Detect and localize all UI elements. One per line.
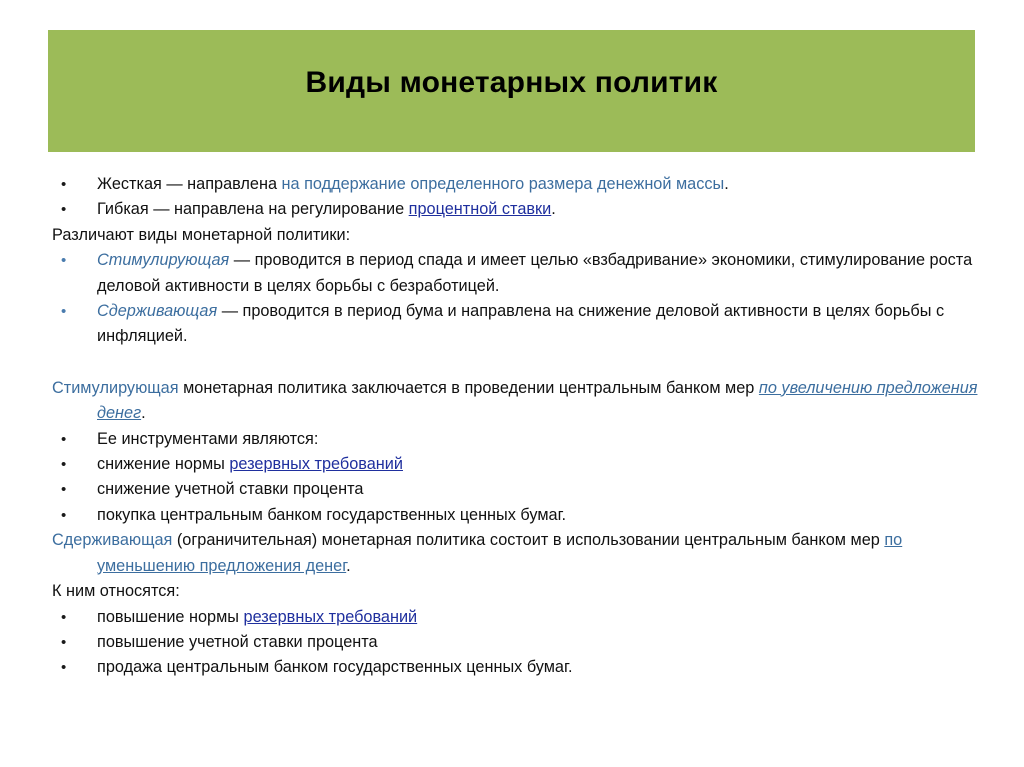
section-intro [52,223,982,248]
list-item-text: повышение нормы [97,607,244,626]
hyperlink-reserve-requirements[interactable]: резервных требований [229,455,403,474]
list-item-text: Ее инструментами являются: [97,429,319,448]
bullet-icon: • [61,252,67,270]
list-item-text-a: Жесткая — направлена [97,175,282,193]
term-stimulating-lead: Стимулирующая [52,378,179,397]
list-item-text: продажа центральным банком государственных ценных бумаг. [97,658,573,677]
title-banner [48,30,975,152]
page-title: Виды монетарных политик [305,66,718,99]
list-item-text: покупка центральным банком государственных ценных бумаг. [97,505,567,524]
slide-body [52,172,982,681]
paragraph-text-end: . [346,556,351,575]
list-item [52,452,982,477]
list-item-text: повышение учетной ставки процента [97,632,378,651]
term-restraining-lead: Сдерживающая [52,531,173,550]
list-item-text-b: . [551,200,556,219]
list-item-text: — проводится в период спада и имеет целью «взбадривание» экономики, стимулирование роста деловой активности в целях борьбы с безработицей. [97,251,973,295]
paragraph-text: монетарная политика заключается в проведении центральным банком мер [178,378,759,397]
bullet-icon: • [61,481,67,499]
hyperlink-reserve-requirements[interactable]: резервных требований [243,607,418,626]
bullet-icon: • [61,303,67,321]
list-item-text-b: . [724,175,729,193]
section-intro [52,579,982,604]
hyperlink-interest-rate[interactable]: процентной ставки [408,200,552,219]
bullet-icon: • [61,608,67,626]
list-item [52,655,982,680]
paragraph-text-end: . [141,404,146,423]
bullet-icon: • [61,201,67,219]
section-spacer [52,350,982,376]
section-intro-text: К ним относятся: [52,582,180,601]
list-item [52,248,982,299]
hyperlink-decrease-money-supply[interactable]: по уменьшению предложения денег [97,531,903,575]
term-restraining: Сдерживающая [97,302,218,321]
list-item [52,630,982,655]
bullet-icon: • [61,176,67,193]
list-item-accent-a: на поддержание определенного размера денежной массы [281,175,725,193]
list-item [52,172,982,197]
list-item-text: снижение нормы [97,455,230,474]
list-item [52,427,982,452]
bullet-icon: • [61,633,67,651]
list-item-text-a: Гибкая — направлена на регулирование [97,200,409,219]
list-item [52,605,982,630]
list-item [52,477,982,502]
bullet-icon: • [61,456,67,474]
bullet-icon: • [61,659,67,677]
paragraph-restraining-policy [52,528,982,579]
list-item [52,197,982,222]
term-stimulating: Стимулирующая [97,251,230,270]
list-item-text: — проводится в период бума и направлена на снижение деловой активности в целях борьбы с инфляцией. [97,302,945,346]
list-item-text: снижение учетной ставки процента [97,480,364,499]
list-item [52,503,982,528]
paragraph-stimulating-policy [52,376,982,427]
paragraph-text: (ограничительная) монетарная политика состоит в использовании центральным банком мер [172,531,885,550]
section-intro-text: Различают виды монетарной политики: [52,225,351,244]
hyperlink-increase-money-supply[interactable]: по увеличению предложения денег [97,378,978,423]
list-item [52,299,982,350]
bullet-icon: • [61,430,67,448]
bullet-icon: • [61,506,67,524]
